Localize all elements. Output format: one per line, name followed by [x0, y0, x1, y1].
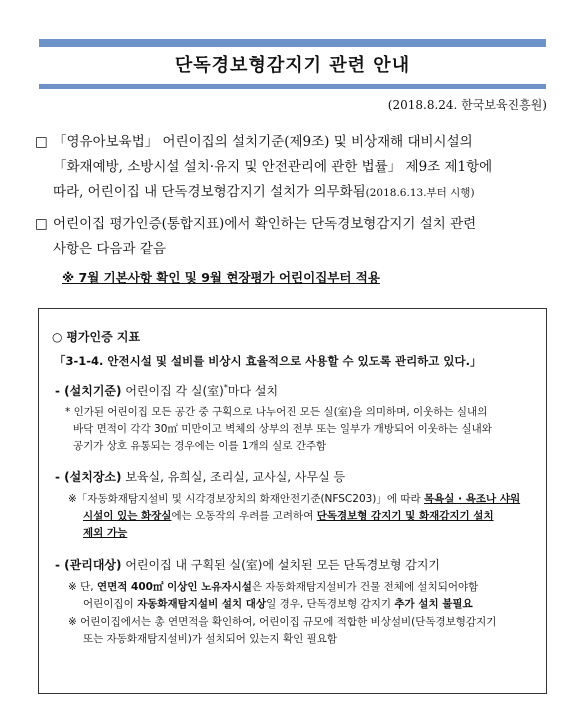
- paragraph1-line3: 따라, 어린이집 내 단독경보형감지기 설치가 의무화됨: [53, 184, 366, 200]
- title-bar-top: [39, 39, 546, 47]
- section3-note2b: 자동화재탐지설비 설치 대상: [137, 598, 267, 610]
- section2-note1a: ※「자동화재탐지설비 및 시각경보장치의 화재안전기준(NFSC203)」에 따라: [68, 493, 425, 505]
- section1-note-line3: 공기가 상호 유통되는 경우에는 이를 1개의 실로 간주함: [73, 440, 327, 452]
- section3-note1c: 은 자동화재탐지설비가 건물 전체에 설치되어야함: [251, 581, 479, 593]
- paragraph2-line1: 어린이집 평가인증(통합지표)에서 확인하는 단독경보형감지기 설치 관련: [53, 216, 477, 232]
- box-heading: [52, 328, 140, 345]
- evaluation-indicator-box: [38, 308, 547, 694]
- section3-note2d: 추가 설치 불필요: [394, 598, 473, 610]
- application-note: ※ 7월 기본사항 확인 및 9월 현장평가 어린이집부터 적용: [62, 270, 380, 285]
- section1-note-line2: 바닥 면적이 각각 30㎡ 미만이고 벽체의 상부의 전부 또는 일부가 개방되어 이웃하는 실내와: [73, 423, 492, 435]
- page-title: 단독경보형감지기 관련 안내: [174, 55, 411, 76]
- section2-note1b: 목욕실 · 욕조나 샤워: [424, 493, 521, 505]
- section3-note2c: 일 경우, 단독경보형 감지기: [266, 598, 395, 610]
- section3-text: 어린이집 내 구획된 실(室)에 설치된 모든 단독경보형 감지기: [121, 558, 440, 572]
- section3-note-line3: ※ 어린이집에서는 총 연면적을 확인하여, 어린이집 규모에 적합한 비상설비(단독경보형감지기: [68, 616, 497, 628]
- section1-footnote-mark: *: [223, 383, 228, 392]
- section-installation-standard: [55, 382, 278, 399]
- paragraph2-line2: 사항은 다음과 같음: [53, 241, 166, 257]
- section2-note-line1: [68, 491, 520, 508]
- section3-note-line2: [83, 596, 473, 613]
- section2-note2c: 단독경보형 감지기 및 화재감지기 설치: [316, 510, 494, 522]
- indicator-criteria: 「3-1-4. 안전시설 및 설비를 비상시 효율적으로 사용할 수 있도록 관리하고 있다.」: [54, 354, 482, 368]
- section2-note-line3: 제외 가능: [83, 527, 128, 539]
- section3-note-line4: 또는 자동화재탐지설비)가 설치되어 있는지 확인 필요함: [83, 633, 338, 645]
- circle-bullet-icon: ○: [52, 330, 63, 344]
- issue-date: (2018.8.24. 한국보육진흥원): [387, 98, 547, 112]
- paragraph-evaluation: [35, 212, 550, 262]
- section1-note-line1: * 인가된 어린이집 모든 공간 중 구획으로 나누어진 모든 실(室)을 의미하며, 이웃하는 실내의: [65, 406, 488, 418]
- paragraph1-line1: 「영유아보육법」 어린이집의 설치기준(제9조) 및 비상재해 대비시설의: [53, 134, 473, 150]
- section-management-target: [55, 556, 440, 573]
- section1-label: - (설치기준): [55, 384, 122, 398]
- section2-note-line2: [83, 508, 494, 525]
- paragraph1-line2: 「화재예방, 소방시설 설치·유지 및 안전관리에 관한 법률」 제9조 제1항에: [53, 159, 493, 175]
- square-bullet-icon: □: [35, 134, 48, 150]
- section-installation-location: [55, 468, 345, 485]
- section1-text: 어린이집 각 실(室): [121, 384, 224, 398]
- section3-label: - (관리대상): [55, 558, 122, 572]
- box-heading-text: 평가인증 지표: [66, 330, 141, 344]
- section2-note2b: 에는 오동작의 우려를 고려하여: [171, 510, 317, 522]
- section2-text: 보육실, 유희실, 조리실, 교사실, 사무실 등: [121, 470, 346, 484]
- section2-label: - (설치장소): [55, 470, 122, 484]
- section3-note1b: 연면적 400㎡ 이상인 노유자시설: [96, 581, 252, 593]
- section3-note-line1: [68, 579, 478, 596]
- title-bar-bottom: [39, 84, 546, 89]
- section3-note1a: ※ 단,: [68, 581, 97, 593]
- section1-text2: 마다 설치: [227, 384, 279, 398]
- section3-note2a: 어린이집이: [83, 598, 138, 610]
- square-bullet-icon: □: [35, 216, 48, 232]
- paragraph-legal-basis: [35, 130, 550, 206]
- paragraph1-effective-date: (2018.6.13.부터 시행): [365, 187, 475, 199]
- section2-note2a: 시설이 있는 화장실: [83, 510, 172, 522]
